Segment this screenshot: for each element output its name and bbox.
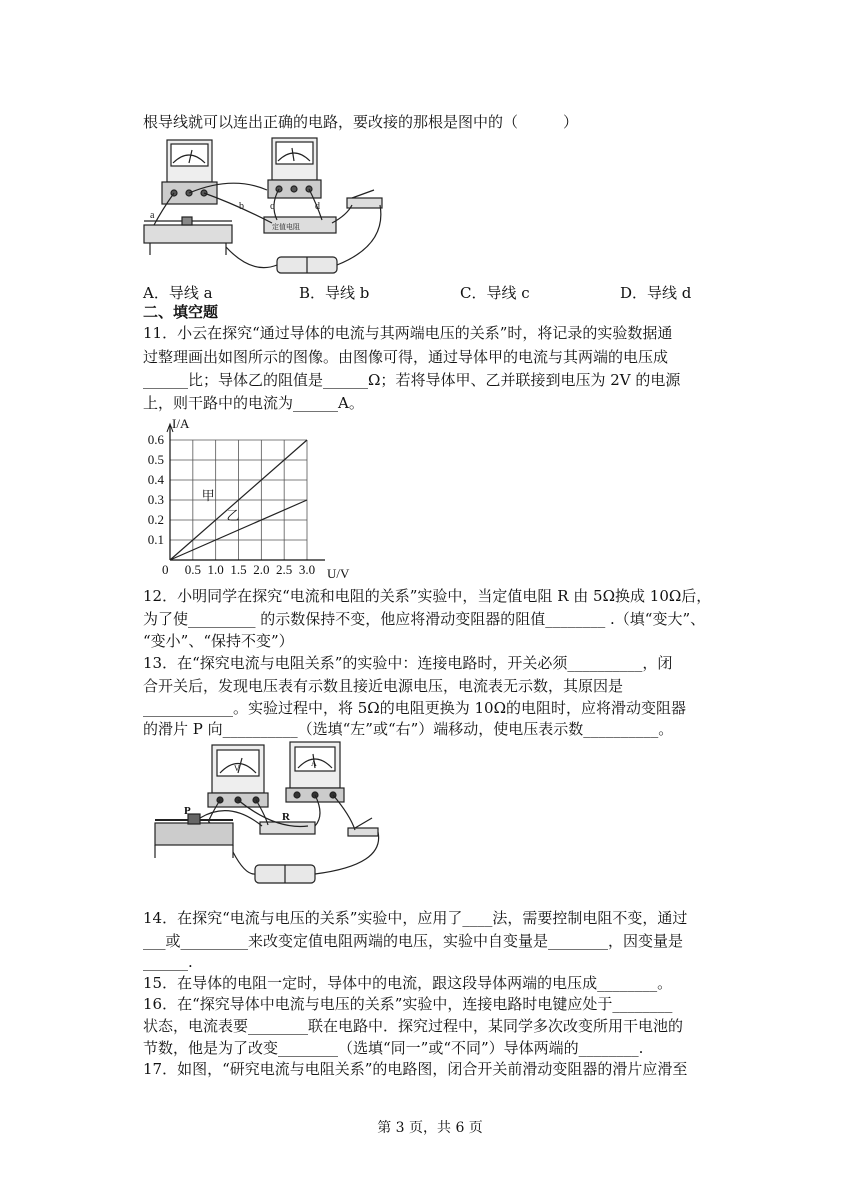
q11-line-3: ______比；导体乙的阻值是______Ω；若将导体甲、乙并联接到电压为 2V 的电源 [143,371,681,389]
y-tick-label: 0.3 [147,492,164,507]
q13-line-1: 13．在“探究电流与电阻关系”的实验中：连接电路时，开关必须__________，闭 [143,654,673,672]
x-tick-label: 0 [162,562,169,577]
q10-option-b: B．导线 b [299,284,370,302]
wire-c-label: c [270,201,275,212]
page-footer: 第 3 页，共 6 页 [377,1120,483,1136]
q12-line-3: “变小”、“保持不变”） [143,632,294,650]
q10-option-a: A．导线 a [143,284,213,302]
x-tick-label: 1.5 [230,562,247,577]
slider-p-label: P [184,805,191,817]
q13-line-4: 的滑片 P 向__________（选填“左”或“右”）端移动，使电压表示数__________。 [143,720,674,738]
q16-line-3: 节数，他是为了改变________（选填“同一”或“不同”）导体两端的________. [143,1039,644,1057]
y-tick-label: 0.5 [147,452,164,467]
y-axis-label: I/A [172,416,190,431]
wire-a-label: a [150,210,155,221]
q14-line-2: ___或_________来改变定值电阻两端的电压，实验中自变量是________，因变量是 [143,932,684,950]
iu-graph [140,415,360,580]
x-tick-label: 0.5 [184,562,201,577]
section-title: 二、填空题 [143,303,219,321]
q16-line-1: 16．在“探究导体中电流与电压的关系”实验中，连接电路时电键应处于________ [143,995,673,1013]
x-tick-label: 3.0 [298,562,316,577]
voltmeter-v-label: V [234,764,240,773]
q13-line-3: ____________。实验过程中，将 5Ω的电阻更换为 10Ω的电阻时，应将滑动变阻器 [143,699,687,717]
q16-line-2: 状态，电流表要________联在电路中．探究过程中，某同学多次改变所用干电池的 [143,1017,684,1035]
x-tick-label: 1.0 [207,562,224,577]
series-label-1: 甲 [201,488,215,503]
ammeter-a-label: A [311,759,317,768]
resistor-board-label: 定值电阻 [272,223,300,231]
q14-line-1: 14．在探究“电流与电压的关系”实验中，应用了____法，需要控制电阻不变，通过 [143,909,688,927]
resistor-r-label: R [282,811,290,823]
q17-line-1: 17．如图，“研究电流与电阻关系”的电路图，闭合开关前滑动变阻器的滑片应滑至 [143,1060,688,1078]
q10-circuit-figure [142,135,392,280]
q10-option-c: C．导线 c [460,284,530,302]
q10-option-d: D．导线 d [620,284,692,302]
q13-circuit-figure [150,740,390,890]
q11-line-4: 上，则干路中的电流为______A。 [143,394,364,412]
q12-line-2: 为了使_________ 的示数保持不变，他应将滑动变阻器的阻值________ .（填“变大”、 [143,610,706,628]
q12-line-1: 12．小明同学在探究“电流和电阻的关系”实验中，当定值电阻 R 由 5Ω换成 10Ω后， [143,587,712,605]
x-tick-label: 2.0 [253,562,270,577]
y-tick-label: 0.4 [147,472,164,487]
wire-b-label: b [239,201,244,212]
q14-line-3: ______. [143,953,193,971]
series-label-2: 乙 [226,508,240,523]
y-tick-label: 0.6 [147,432,164,447]
wire-d-label: d [315,201,320,212]
q10-tail-text: 根导线就可以连出正确的电路，要改接的那根是图中的（ ） [143,113,579,131]
q11-line-1: 11．小云在探究“通过导体的电流与其两端电压的关系”时，将记录的实验数据通 [143,324,673,342]
y-tick-label: 0.1 [147,532,164,547]
q13-line-2: 合开关后，发现电压表有示数且接近电源电压，电流表无示数，其原因是 [143,677,624,695]
x-axis-label: U/V [327,566,350,580]
q11-line-2: 过整理画出如图所示的图像。由图像可得，通过导体甲的电流与其两端的电压成 [143,348,669,366]
y-tick-label: 0.2 [147,512,164,527]
x-tick-label: 2.5 [276,562,293,577]
q15-line-1: 15．在导体的电阻一定时，导体中的电流，跟这段导体两端的电压成________。 [143,974,673,992]
